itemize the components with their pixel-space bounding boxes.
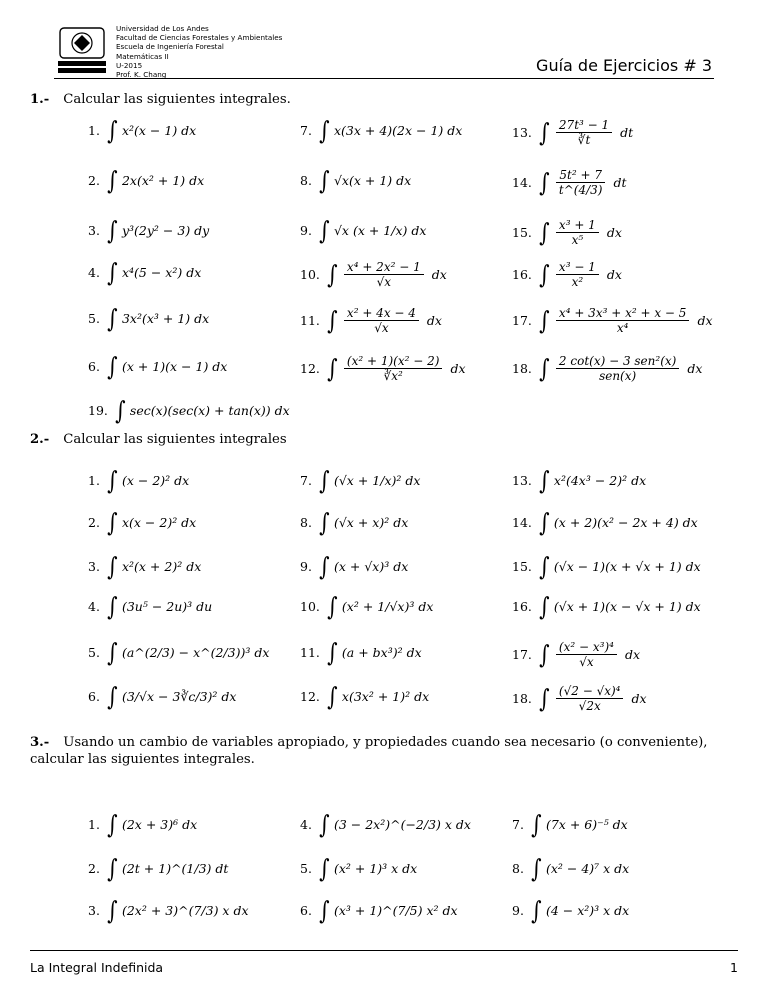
integrand: (x + 1)(x − 1) dx xyxy=(121,359,228,374)
exercise-number: 8. xyxy=(300,515,312,530)
exercise-item xyxy=(512,594,701,619)
numerator: (√2 − √x)⁴ xyxy=(556,684,624,699)
integrand: x²(4x³ − 2)² dx xyxy=(553,473,647,488)
exercise-item xyxy=(88,306,209,331)
exercise-number: 10. xyxy=(300,599,320,614)
exercise-item xyxy=(512,118,633,147)
exercise-number: 5. xyxy=(88,645,100,660)
integral-sign-icon: ∫ xyxy=(107,592,118,621)
section-number: 3.- xyxy=(30,735,50,750)
exercise-number: 12. xyxy=(300,689,320,704)
integrand: (3/√x − 3∛c/3)² dx xyxy=(121,689,237,704)
integral-sign-icon: ∫ xyxy=(327,638,338,667)
integral-sign-icon: ∫ xyxy=(319,116,330,145)
exercise-item xyxy=(300,260,447,289)
exercise-number: 7. xyxy=(300,123,312,138)
integral-sign-icon: ∫ xyxy=(319,508,330,537)
integrand: (x² + 1/√x)³ dx xyxy=(341,599,434,614)
exercise-number: 17. xyxy=(512,313,532,328)
exercise-item xyxy=(300,554,408,579)
integral-sign-icon: ∫ xyxy=(539,118,550,147)
differential: dx xyxy=(426,313,442,328)
denominator: √x xyxy=(374,321,389,335)
integral-sign-icon: ∫ xyxy=(539,508,550,537)
differential: dx xyxy=(606,225,622,240)
differential: dx xyxy=(431,267,447,282)
integral-sign-icon: ∫ xyxy=(539,466,550,495)
exercise-item xyxy=(300,898,458,923)
exercise-item xyxy=(88,168,204,193)
integral-sign-icon: ∫ xyxy=(539,168,550,197)
exercise-item xyxy=(300,510,408,535)
section-number: 2.- xyxy=(30,432,50,447)
integrand-fraction xyxy=(556,118,612,147)
exercise-number: 4. xyxy=(88,599,100,614)
institution-line: Facultad de Ciencias Forestales y Ambientales xyxy=(116,33,283,43)
denominator: ∛x² xyxy=(383,369,403,383)
exercise-number: 7. xyxy=(512,817,524,832)
exercise-item xyxy=(88,812,197,837)
exercise-item xyxy=(88,684,236,709)
denominator: √x xyxy=(376,275,392,289)
exercise-number: 6. xyxy=(88,359,100,374)
exercise-number: 9. xyxy=(300,559,312,574)
integrand-fraction xyxy=(344,306,419,335)
exercise-item xyxy=(88,118,196,143)
integrand: (x + 2)(x² − 2x + 4) dx xyxy=(553,515,698,530)
integrand: (2x + 3)⁶ dx xyxy=(121,817,198,832)
denominator: sen(x) xyxy=(599,369,637,383)
exercise-item xyxy=(300,812,471,837)
exercise-number: 17. xyxy=(512,647,532,662)
integrand: (2x² + 3)^(7/3) x dx xyxy=(121,903,249,918)
institution-line: Prof. K. Chang xyxy=(116,70,167,80)
exercise-item xyxy=(512,812,628,837)
integrand: (x² − 4)⁷ x dx xyxy=(545,861,630,876)
integrand: (7x + 6)⁻⁵ dx xyxy=(545,817,628,832)
denominator: x⁴ xyxy=(616,321,629,335)
exercise-number: 3. xyxy=(88,223,100,238)
integral-sign-icon: ∫ xyxy=(319,854,330,883)
integrand: (x² + 1)³ x dx xyxy=(333,861,418,876)
exercise-item xyxy=(512,856,629,881)
integral-sign-icon: ∫ xyxy=(107,552,118,581)
exercise-number: 2. xyxy=(88,515,100,530)
integrand: (√x + x)² dx xyxy=(333,515,409,530)
footer-topic: La Integral Indefinida xyxy=(30,960,164,975)
integrand: (x + √x)³ dx xyxy=(333,559,409,574)
institution-info xyxy=(116,24,282,79)
integrand: x²(x + 2)² dx xyxy=(121,559,202,574)
exercise-number: 18. xyxy=(512,361,532,376)
integral-sign-icon: ∫ xyxy=(327,306,338,335)
integral-sign-icon: ∫ xyxy=(107,216,118,245)
integral-sign-icon: ∫ xyxy=(107,810,118,839)
integral-sign-icon: ∫ xyxy=(319,896,330,925)
integral-sign-icon: ∫ xyxy=(539,552,550,581)
exercise-number: 12. xyxy=(300,361,320,376)
integrand: (3u⁵ − 2u)³ du xyxy=(121,599,213,614)
differential: dx xyxy=(624,647,640,662)
exercise-number: 4. xyxy=(88,265,100,280)
university-logo-icon xyxy=(54,24,110,76)
differential: dt xyxy=(613,175,627,190)
exercise-number: 11. xyxy=(300,645,320,660)
page-number: 1 xyxy=(730,960,738,975)
denominator: √x xyxy=(579,655,594,669)
integral-sign-icon: ∫ xyxy=(319,466,330,495)
integral-sign-icon: ∫ xyxy=(327,682,338,711)
exercise-number: 14. xyxy=(512,175,532,190)
numerator: x⁴ + 2x² − 1 xyxy=(344,260,424,275)
numerator: 5t² + 7 xyxy=(556,168,605,183)
exercise-item xyxy=(512,640,640,669)
integral-sign-icon: ∫ xyxy=(107,638,118,667)
page-header xyxy=(54,22,714,79)
integral-sign-icon: ∫ xyxy=(539,260,550,289)
integrand: x(3x² + 1)² dx xyxy=(341,689,430,704)
exercise-item xyxy=(512,168,627,197)
exercise-item xyxy=(88,354,227,379)
exercise-number: 18. xyxy=(512,691,532,706)
exercise-item xyxy=(512,260,622,289)
exercise-number: 5. xyxy=(88,311,100,326)
integral-sign-icon: ∫ xyxy=(319,166,330,195)
exercise-item xyxy=(88,468,189,493)
denominator: ∛t xyxy=(577,133,591,147)
denominator: t^(4/3) xyxy=(558,183,603,197)
exercise-number: 16. xyxy=(512,267,532,282)
integrand: (3 − 2x²)^(−2/3) x dx xyxy=(333,817,471,832)
integrand: x(x − 2)² dx xyxy=(121,515,197,530)
integral-sign-icon: ∫ xyxy=(107,682,118,711)
exercise-item xyxy=(300,306,442,335)
integral-sign-icon: ∫ xyxy=(115,396,126,425)
numerator: x⁴ + 3x³ + x² + x − 5 xyxy=(556,306,690,321)
exercise-number: 2. xyxy=(88,861,100,876)
integrand: √x (x + 1/x) dx xyxy=(333,223,427,238)
guide-title: Guía de Ejercicios # 3 xyxy=(536,56,712,75)
integrand: (a^(2/3) − x^(2/3))³ dx xyxy=(121,645,270,660)
integral-sign-icon: ∫ xyxy=(327,592,338,621)
integrand: (√x + 1)(x − √x + 1) dx xyxy=(553,599,701,614)
differential: dx xyxy=(450,361,466,376)
section-number: 1.- xyxy=(30,92,50,107)
exercise-item xyxy=(88,260,201,285)
integrand: (√x + 1/x)² dx xyxy=(333,473,421,488)
exercise-item xyxy=(512,554,701,579)
integral-sign-icon: ∫ xyxy=(107,116,118,145)
exercise-number: 9. xyxy=(512,903,524,918)
integrand: (a + bx³)² dx xyxy=(341,645,422,660)
numerator: 27t³ − 1 xyxy=(556,118,612,133)
exercise-item xyxy=(88,898,249,923)
exercise-number: 19. xyxy=(88,403,108,418)
exercise-item xyxy=(512,306,713,335)
page-footer xyxy=(30,950,738,981)
exercise-number: 6. xyxy=(300,903,312,918)
integrand-fraction xyxy=(556,354,679,383)
integrand: (x³ + 1)^(7/5) x² dx xyxy=(333,903,458,918)
exercise-number: 13. xyxy=(512,125,532,140)
integrand: y³(2y² − 3) dy xyxy=(121,223,210,238)
exercise-number: 14. xyxy=(512,515,532,530)
exercise-number: 4. xyxy=(300,817,312,832)
exercise-item xyxy=(88,554,201,579)
integral-sign-icon: ∫ xyxy=(107,896,118,925)
exercise-number: 6. xyxy=(88,689,100,704)
integral-sign-icon: ∫ xyxy=(327,354,338,383)
integrand: (√x − 1)(x + √x + 1) dx xyxy=(553,559,701,574)
numerator: 2 cot(x) − 3 sen²(x) xyxy=(556,354,679,369)
integrand: 2x(x² + 1) dx xyxy=(121,173,205,188)
exercise-item xyxy=(300,354,466,383)
exercise-item xyxy=(88,640,269,665)
denominator: x⁵ xyxy=(571,233,584,247)
integrand: 3x²(x³ + 1) dx xyxy=(121,311,210,326)
exercise-item xyxy=(300,640,422,665)
section-text: Calcular las siguientes integrales xyxy=(63,432,287,447)
exercise-item xyxy=(512,898,629,923)
institution-line: U-2015 xyxy=(116,60,143,70)
exercise-item xyxy=(512,684,647,713)
exercise-item xyxy=(300,684,429,709)
integral-sign-icon: ∫ xyxy=(539,640,550,669)
integrand: (x − 2)² dx xyxy=(121,473,190,488)
exercise-number: 1. xyxy=(88,473,100,488)
integral-sign-icon: ∫ xyxy=(539,218,550,247)
integrand-fraction xyxy=(556,640,617,669)
exercise-number: 15. xyxy=(512,225,532,240)
differential: dx xyxy=(687,361,703,376)
exercise-item xyxy=(300,168,411,193)
exercise-item xyxy=(300,218,426,243)
exercise-number: 7. xyxy=(300,473,312,488)
exercise-item xyxy=(300,468,420,493)
exercise-item xyxy=(88,510,196,535)
integrand-fraction xyxy=(556,260,599,289)
exercise-item xyxy=(88,856,228,881)
exercise-item xyxy=(512,468,646,493)
exercise-number: 5. xyxy=(300,861,312,876)
exercise-number: 10. xyxy=(300,267,320,282)
exercise-number: 8. xyxy=(512,861,524,876)
section-3-heading xyxy=(30,734,720,768)
integrand-fraction xyxy=(556,306,690,335)
integral-sign-icon: ∫ xyxy=(539,684,550,713)
integrand-fraction xyxy=(556,218,599,247)
integral-sign-icon: ∫ xyxy=(531,896,542,925)
exercise-item xyxy=(88,594,212,619)
integral-sign-icon: ∫ xyxy=(107,166,118,195)
exercise-item xyxy=(88,398,290,423)
integrand: sec(x)(sec(x) + tan(x)) dx xyxy=(129,403,290,418)
exercise-number: 3. xyxy=(88,559,100,574)
integral-sign-icon: ∫ xyxy=(107,466,118,495)
numerator: (x² − x³)⁴ xyxy=(556,640,617,655)
exercise-item xyxy=(512,354,702,383)
section-text: Calcular las siguientes integrales. xyxy=(63,92,291,107)
exercise-number: 1. xyxy=(88,123,100,138)
integrand: x(3x + 4)(2x − 1) dx xyxy=(333,123,463,138)
exercise-item xyxy=(300,594,433,619)
integral-sign-icon: ∫ xyxy=(539,354,550,383)
integral-sign-icon: ∫ xyxy=(531,854,542,883)
section-text: Usando un cambio de variables apropiado, y propiedades cuando sea necesario (o conveniente), calcular las siguientes integrales. xyxy=(30,735,708,767)
integral-sign-icon: ∫ xyxy=(107,258,118,287)
integrand-fraction xyxy=(344,260,424,289)
exercise-item xyxy=(300,856,417,881)
exercise-number: 2. xyxy=(88,173,100,188)
integral-sign-icon: ∫ xyxy=(107,854,118,883)
integral-sign-icon: ∫ xyxy=(107,508,118,537)
integral-sign-icon: ∫ xyxy=(319,216,330,245)
denominator: √2x xyxy=(578,699,601,713)
section-2-heading xyxy=(30,432,287,447)
exercise-item xyxy=(300,118,462,143)
institution-line: Universidad de Los Andes xyxy=(116,24,209,33)
numerator: x³ + 1 xyxy=(556,218,599,233)
integral-sign-icon: ∫ xyxy=(319,810,330,839)
integrand: √x(x + 1) dx xyxy=(333,173,412,188)
integral-sign-icon: ∫ xyxy=(319,552,330,581)
section-1-heading xyxy=(30,92,291,107)
integral-sign-icon: ∫ xyxy=(531,810,542,839)
integrand-fraction xyxy=(344,354,443,383)
exercise-number: 9. xyxy=(300,223,312,238)
exercise-number: 8. xyxy=(300,173,312,188)
exercise-item xyxy=(512,218,622,247)
exercise-item xyxy=(512,510,698,535)
integrand: x⁴(5 − x²) dx xyxy=(121,265,202,280)
numerator: (x² + 1)(x² − 2) xyxy=(344,354,443,369)
numerator: x³ − 1 xyxy=(556,260,599,275)
integrand: (2t + 1)^(1/3) dt xyxy=(121,861,229,876)
institution-line: Matemáticas II xyxy=(116,51,169,61)
integral-sign-icon: ∫ xyxy=(327,260,338,289)
exercise-item xyxy=(88,218,209,243)
integrand: x²(x − 1) dx xyxy=(121,123,197,138)
integral-sign-icon: ∫ xyxy=(539,592,550,621)
exercise-number: 1. xyxy=(88,817,100,832)
integrand: (4 − x²)³ x dx xyxy=(545,903,630,918)
exercise-number: 15. xyxy=(512,559,532,574)
institution-line: Escuela de Ingeniería Forestal xyxy=(116,42,224,52)
integral-sign-icon: ∫ xyxy=(539,306,550,335)
numerator: x² + 4x − 4 xyxy=(344,306,419,321)
differential: dx xyxy=(697,313,713,328)
exercise-number: 16. xyxy=(512,599,532,614)
differential: dx xyxy=(631,691,647,706)
integral-sign-icon: ∫ xyxy=(107,304,118,333)
integral-sign-icon: ∫ xyxy=(107,352,118,381)
exercise-number: 13. xyxy=(512,473,532,488)
differential: dx xyxy=(606,267,622,282)
denominator: x² xyxy=(571,275,584,289)
exercise-number: 11. xyxy=(300,313,320,328)
integrand-fraction xyxy=(556,684,624,713)
exercise-number: 3. xyxy=(88,903,100,918)
integrand-fraction xyxy=(556,168,606,197)
differential: dt xyxy=(620,125,634,140)
